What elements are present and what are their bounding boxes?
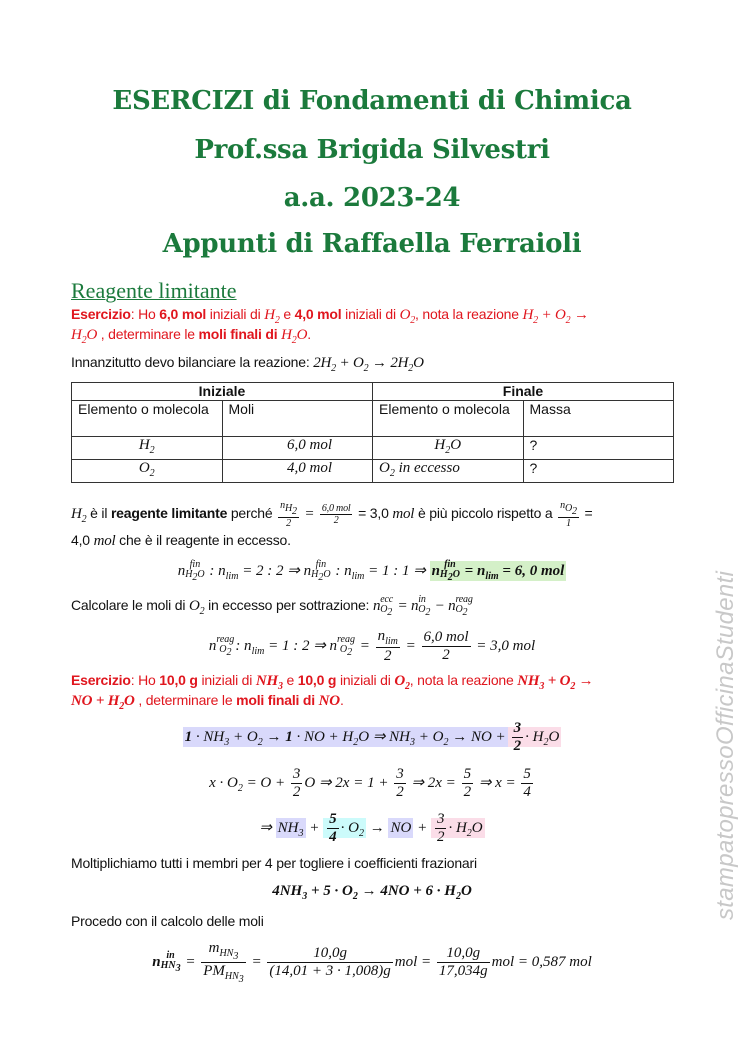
col-header: Moli (222, 401, 373, 437)
table-cell: $H_2O$ (373, 437, 524, 460)
exercise-1-line-2: $H_2O$ , determinare le moli finali di $H_2O$. (71, 326, 311, 346)
section-heading: Reagente limitante (71, 278, 237, 303)
table-cell: 6,0 mol (222, 437, 373, 460)
exercise-2-line-2: NO + $H_2O$ , determinare le moli finali di NO. (71, 692, 344, 712)
limiting-reason-line-2: 4,0 mol che è il reagente in eccesso. (71, 532, 291, 549)
table-cell: ? (523, 460, 674, 483)
professor-name: Prof.ssa Brigida Silvestri (194, 135, 550, 165)
col-header: Massa (523, 401, 674, 437)
equation-water-moles: n fin $H_2O$ : $n_{lim} = 2$ : 2 ⇒ n fin $H_2O$ : $n_{lim} = 1$ : 1 ⇒ n fin $H_2O$ = $n_{lim} = 6$, 0 mol (177, 559, 565, 583)
table-cell: $O_2$ (72, 460, 223, 483)
table-cell: 4,0 mol (222, 460, 373, 483)
equation-balance-step-1: $1 \cdot NH_3 + O_2 \to 1$ · NO + $H_2O$ ⇒ $NH_3 + O_2$ → NO + $\frac{3}{2}$ · $H_2O$ (184, 720, 560, 754)
academic-year: a.a. 2023-24 (283, 183, 461, 213)
equation-balance-step-2: ⇒ $NH_3$ + $\frac{5}{4}$ · $O_2$ → NO + $\frac{3}{2}$ · $H_2O$ (259, 811, 483, 845)
multiply-text: Moltiplichiamo tutti i membri per 4 per togliere i coefficienti frazionari (71, 855, 477, 871)
proceed-text: Procedo con il calcolo delle moli (71, 913, 264, 929)
balance-text: Innanzitutto devo bilanciare la reazione: $2H_2 + O_2 \to 2H_2O$ (71, 354, 424, 374)
data-table (71, 382, 674, 483)
notes-author: Appunti di Raffaella Ferraioli (162, 229, 582, 259)
excess-text: Calcolare le moli di $O_2$ in eccesso per sottrazione: n ecc $O_2$ = n in $O_2$ − n reag $O_2$ (71, 594, 473, 618)
table-cell: $H_2$ (72, 437, 223, 460)
table-row (72, 437, 674, 460)
header-initial: Iniziale (72, 383, 373, 401)
col-header: Elemento o molecola (72, 401, 223, 437)
equation-balanced: $4NH_3 + 5 \cdot O_2 \to 4NO + 6 \cdot H_2O$ (272, 883, 472, 902)
equation-nh3-moles: n in $HN_3$ = $m_{HN_3}$ $PM_{HN_3}$ = $\frac{10,0g}{(14,01 + 3 \cdot 1,008)g}$ mol = $\frac{10,0g}{17,034g}$ mol = 0,587 mol (152, 940, 592, 985)
header-final: Finale (373, 383, 674, 401)
table-row (72, 460, 674, 483)
table-cell: $O_2$ in eccesso (373, 460, 524, 483)
watermark: stampatopressoOfficinaStudenti (712, 570, 739, 920)
limiting-reason-line-1: $H_2$ è il reagente limitante perché $\frac{n_{H_2}}{2}$ = 6,0 mol 2 = 3,0 mol è più piccolo rispetto a $\frac{n_{O_2}}{1}$ = (71, 500, 593, 530)
table-cell: ? (523, 437, 674, 460)
exercise-1-line-1: Esercizio: Ho 6,0 mol iniziali di $H_2$ e 4,0 mol iniziali di $O_2$, nota la reazione $H_2 + O_2$ → (71, 306, 589, 326)
document-title: ESERCIZI di Fondamenti di Chimica (112, 86, 632, 116)
equation-oxygen-solve: $x \cdot O_2 = O$ + $\frac{3}{2}$ O ⇒ 2x = 1 + $\frac{3}{2}$ ⇒ 2x = $\frac{5}{2}$ ⇒ x = $\frac{5}{4}$ (209, 766, 531, 800)
col-header: Elemento o molecola (373, 401, 524, 437)
exercise-2-line-1: Esercizio: Ho 10,0 g iniziali di $NH_3$ e 10,0 g iniziali di $O_2$, nota la reazione $NH_3 + O_2$ → (71, 672, 594, 692)
equation-o2-reacted: n reag $O_2$ : $n_{lim} = 1$ : 2 ⇒ n reag $O_2$ = $\frac{n_{lim}}{2}$ = 6,0 mol 2 = 3,0 mol (208, 628, 536, 664)
